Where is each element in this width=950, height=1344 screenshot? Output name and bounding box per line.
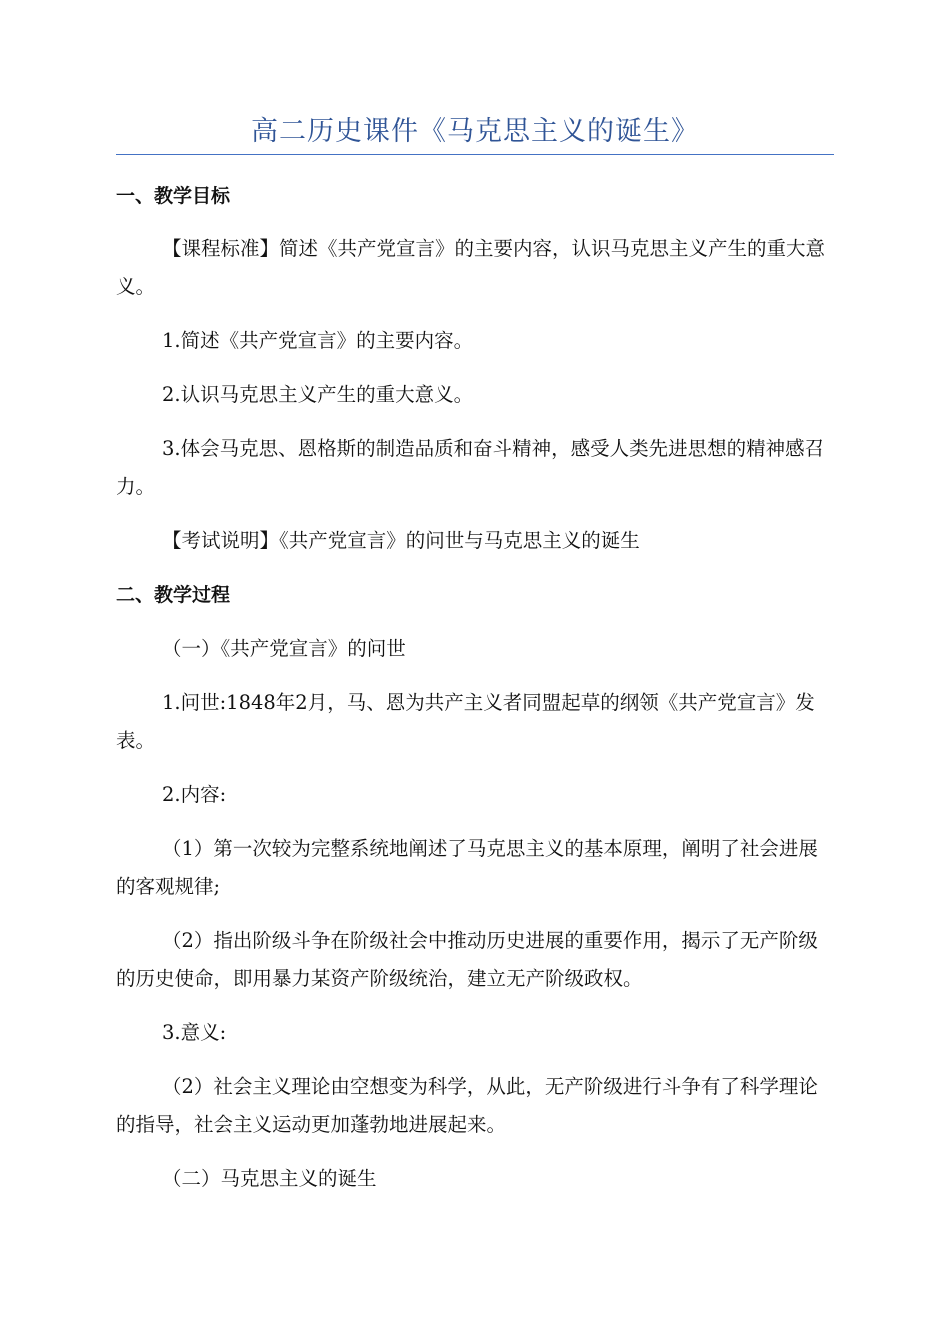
subsection-1-title xyxy=(116,630,834,668)
subsection-1-title-text: （一）《共产党宣言》的问世 xyxy=(162,637,406,660)
significance-heading-paragraph xyxy=(116,1014,834,1052)
goal-2-paragraph xyxy=(116,376,834,414)
content-heading-paragraph xyxy=(116,776,834,814)
goal-1-text: 1.简述《共产党宣言》的主要内容。 xyxy=(162,329,474,352)
content-item-2-text: （2）指出阶级斗争在阶级社会中推动历史进展的重要作用，揭示了无产阶级的历史使命，即用暴力某资产阶级统治，建立无产阶级政权。 xyxy=(116,929,818,990)
publication-paragraph xyxy=(116,684,834,760)
significance-item-2-text: （2）社会主义理论由空想变为科学，从此，无产阶级进行斗争有了科学理论的指导，社会主义运动更加蓬勃地进展起来。 xyxy=(116,1075,818,1136)
section-heading-teaching-process: 二、教学过程 xyxy=(116,584,231,606)
content-heading-text: 2.内容: xyxy=(162,783,227,806)
subsection-2-title xyxy=(116,1160,834,1198)
significance-heading-text: 3.意义: xyxy=(162,1021,227,1044)
goal-3-paragraph xyxy=(116,430,834,506)
content-item-2-paragraph xyxy=(116,922,834,998)
exam-note-text: 【考试说明】《共产党宣言》的问世与马克思主义的诞生 xyxy=(162,529,640,552)
goal-1-paragraph xyxy=(116,322,834,360)
content-item-1-paragraph xyxy=(116,830,834,906)
title-underline xyxy=(116,154,834,155)
goal-3-text: 3.体会马克思、恩格斯的制造品质和奋斗精神，感受人类先进思想的精神感召力。 xyxy=(116,437,825,498)
section-heading-teaching-goals: 一、教学目标 xyxy=(116,185,231,207)
curriculum-standard-paragraph xyxy=(116,230,834,306)
publication-text: 1.问世:1848年2月，马、恩为共产主义者同盟起草的纲领《共产党宣言》发表。 xyxy=(116,691,815,752)
significance-item-2-paragraph xyxy=(116,1068,834,1144)
document-title: 高二历史课件《马克思主义的诞生》 xyxy=(251,116,699,147)
exam-note-paragraph xyxy=(116,522,834,560)
curriculum-standard-text: 【课程标准】简述《共产党宣言》的主要内容，认识马克思主义产生的重大意义。 xyxy=(116,237,826,298)
content-item-1-text: （1）第一次较为完整系统地阐述了马克思主义的基本原理，阐明了社会进展的客观规律; xyxy=(116,837,818,898)
subsection-2-title-text: （二）马克思主义的诞生 xyxy=(162,1167,377,1190)
goal-2-text: 2.认识马克思主义产生的重大意义。 xyxy=(162,383,474,406)
